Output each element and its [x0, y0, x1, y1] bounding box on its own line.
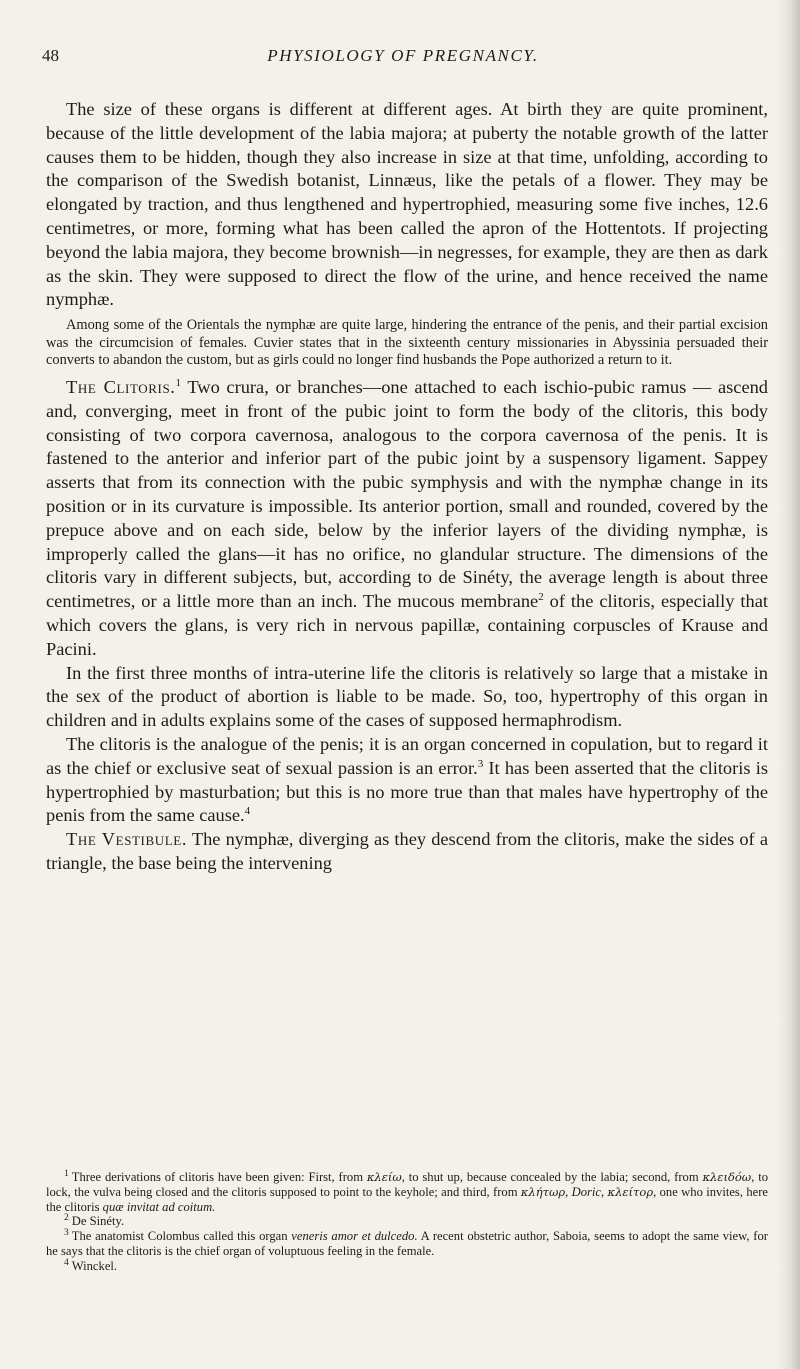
latin-phrase-invitat: quæ invitat ad coitum. — [102, 1199, 216, 1214]
paragraph-vestibule-text: The nymphæ, diverging as they descend from the clitoris, make the sides of a triangle, the base being the intervening — [46, 829, 768, 873]
paragraph-analogue — [46, 733, 768, 828]
page-header — [42, 46, 764, 76]
running-head: PHYSIOLOGY OF PREGNANCY. — [267, 46, 539, 65]
paragraph-analogue-text-a: The clitoris is the analogue of the penis; it is an organ concerned in copulation, but to regard it as the chief or exclusive seat of sexual passion is an error. — [46, 733, 768, 778]
paragraph-clitoris-text-a: Two crura, or branches—one attached to each ischio-pubic ramus — ascend and, converging, meet in front of the pubic joint to form the body of the clitoris, this body consisting of two corpora cavernosa, analogous to the corpora cavernosa of the penis. It is fastened to the anterior and inferior part of the pubic joint by a suspensory ligament. Sappey asserts that from its connection with the pubic symphysis and with the nymphæ change in its position or in its curvature is impossible. Its anterior portion, small and rounded, covered by the prepuce above and on each side, below by the inferior layers of the dividing nymphæ, is improperly called the glans—it has no orifice, no glandular structure. The dimensions of the clitoris vary in different subjects, but, according to de Sinéty, the average length is about three centimetres, or a little more than an inch. The mucous membrane — [46, 376, 768, 612]
footnote-2 — [46, 1214, 768, 1229]
footnote-ref-3[interactable]: 3 — [477, 757, 484, 770]
page-number: 48 — [42, 46, 59, 65]
paragraph-intra-uterine: In the first three months of intra-uterine life the clitoris is relatively so large that a mistake in the sex of the product of abortion is liable to be made. So, too, hypertrophy of this organ in children and in adults explains some of the cases of supposed hermaphrodism. — [46, 662, 768, 731]
footnote-4-text: Winckel. — [71, 1258, 118, 1273]
greek-word-kleidoo: κλειδόω — [702, 1170, 752, 1184]
paragraph-clitoris-text-b: of the clitoris, especially that which covers the glans, is very rich in nervous papillæ, containing corpuscles of Krause and Pacini. — [46, 591, 768, 659]
footnote-1-text-e: , one who invites, here the clitoris — [46, 1184, 769, 1214]
footnote-ref-1[interactable]: 1 — [175, 376, 181, 389]
footnote-4 — [46, 1259, 768, 1274]
latin-phrase-veneris: veneris amor et dulcedo. — [291, 1229, 418, 1244]
footnote-1-text-a: Three derivations of clitoris have been given: First, from — [71, 1170, 367, 1184]
footnote-ref-4[interactable]: 4 — [244, 805, 251, 818]
paragraph-orientals-note: Among some of the Orientals the nymphæ are quite large, hindering the entrance of the penis, and their partial excision was the circumcision of females. Cuvier states that in the sixteenth century missionaries in Abyssinia persuaded their converts to abandon the custom, but as girls could no longer find husbands the Pope authorized a return to it. — [46, 317, 768, 369]
footnote-1-text-d: , Doric, — [565, 1184, 608, 1199]
body-text — [46, 98, 768, 876]
footnote-1 — [46, 1170, 768, 1214]
paragraph-clitoris — [46, 376, 768, 662]
footnote-3 — [46, 1229, 768, 1259]
footnotes — [46, 1170, 768, 1274]
paragraph-vestibule — [46, 828, 768, 876]
greek-word-kleitor: κλείτορ — [607, 1184, 654, 1199]
footnote-3-text-a: The anatomist Colombus called this organ — [71, 1229, 292, 1244]
section-heading-clitoris: The Clitoris. — [66, 376, 176, 397]
footnote-2-number: 2 — [64, 1213, 69, 1224]
footnote-1-number: 1 — [64, 1168, 69, 1179]
page-edge-shadow — [778, 0, 800, 1369]
footnote-ref-2[interactable]: 2 — [538, 591, 544, 603]
greek-word-kletor: κλήτωρ — [520, 1184, 566, 1199]
paragraph-analogue-text-b: It has been asserted that the clitoris is hypertrophied by masturbation; but this is no more true than that males have hypertrophy of the penis from the same cause. — [46, 757, 768, 826]
footnote-1-text-c: , to lock, the vulva being closed and the clitoris supposed to point to the keyhole; and third, from — [46, 1170, 768, 1199]
footnote-3-text-b: A recent obstetric author, Saboia, seems to adopt the same view, for he says that the clitoris is the chief organ of voluptuous feeling in the female. — [46, 1229, 768, 1258]
footnote-2-text: De Sinéty. — [71, 1214, 125, 1229]
footnote-3-number: 3 — [64, 1228, 69, 1238]
footnote-4-number: 4 — [64, 1257, 69, 1268]
greek-word-kleio: κλείω — [366, 1170, 402, 1184]
footnote-1-text-b: , to shut up, because concealed by the labia; second, from — [401, 1170, 703, 1184]
paragraph-nymphae-size: The size of these organs is different at different ages. At birth they are quite prominent, because of the little development of the labia majora; at puberty the notable growth of the latter causes them to be hidden, though they also increase in size at that time, unfolding, according to the comparison of the Swedish botanist, Linnæus, like the petals of a flower. They may be elongated by traction, and thus lengthened and hypertrophied, measuring some five inches, 12.6 centimetres, or more, forming what has been called the apron of the Hottentots. If projecting beyond the labia majora, they become brownish—in negresses, for example, they are then as dark as the skin. They were supposed to direct the flow of the urine, and hence received the name nymphæ. — [46, 99, 768, 310]
section-heading-vestibule: The Vestibule. — [66, 829, 188, 850]
